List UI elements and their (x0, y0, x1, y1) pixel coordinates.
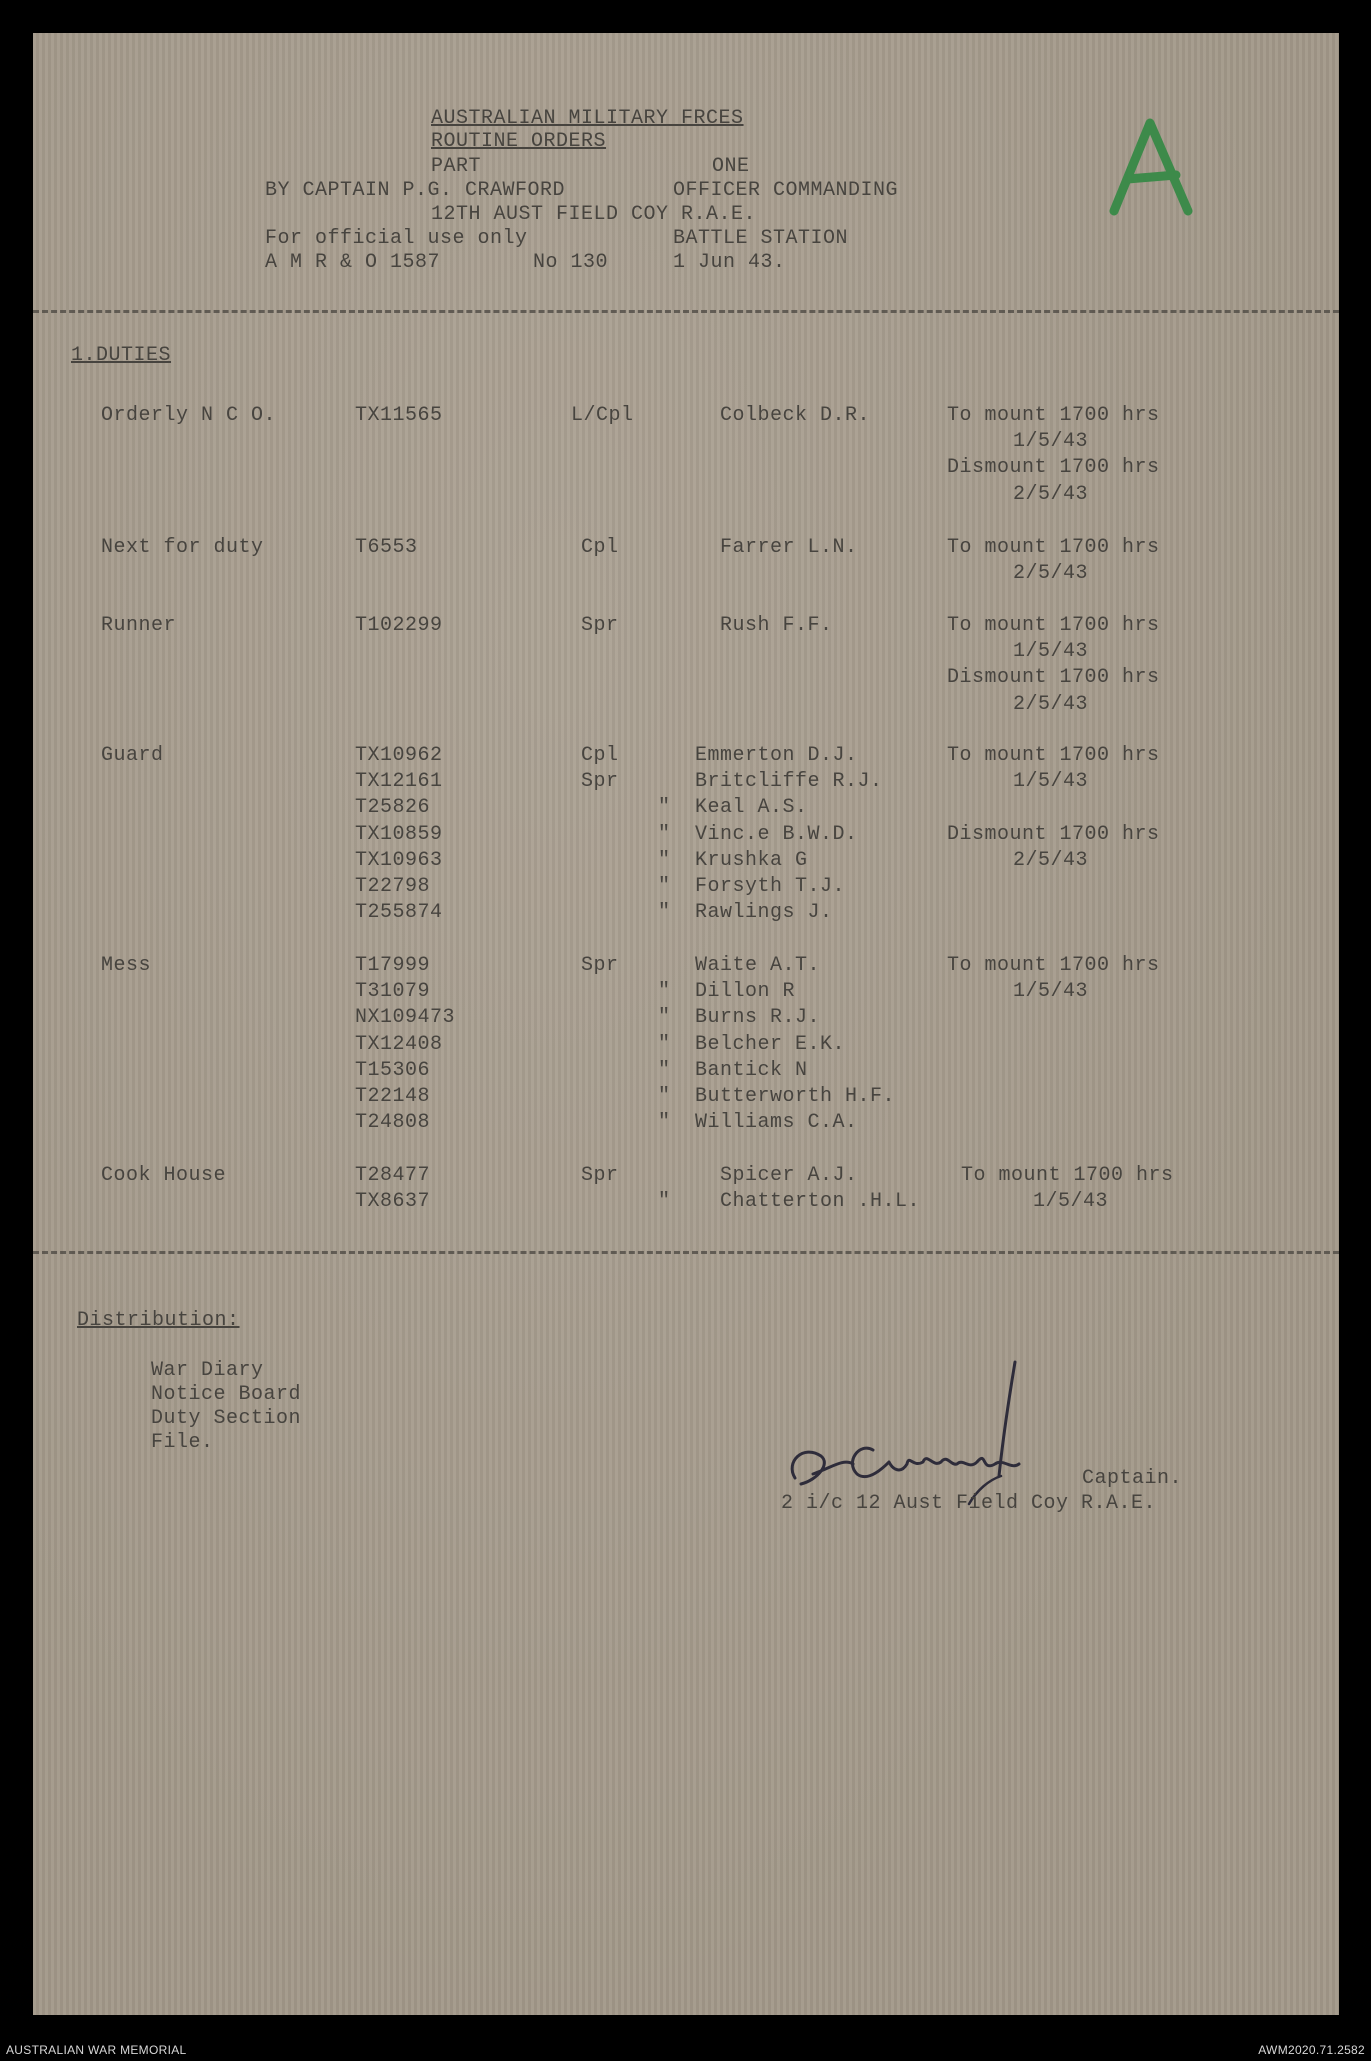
duty-name: Vinc.e B.W.D. (695, 823, 858, 846)
duty-timing: 2/5/43 (1013, 562, 1089, 585)
bottom-divider (33, 1251, 1339, 1254)
header-title: AUSTRALIAN MILITARY FRCES (431, 107, 744, 130)
top-divider (33, 310, 1339, 313)
duty-rank: " (658, 901, 671, 924)
duty-name: Waite A.T. (695, 954, 821, 977)
duty-rank: " (658, 1085, 671, 1108)
duty-rank: Spr (581, 614, 619, 637)
duty-name: Forsyth T.J. (695, 875, 846, 898)
duty-service-number: T102299 (355, 614, 443, 637)
duty-label: Guard (101, 744, 164, 767)
duty-rank: Spr (581, 954, 619, 977)
duty-name: Rush F.F. (720, 614, 833, 637)
duty-label: Runner (101, 614, 177, 637)
duty-timing: Dismount 1700 hrs (947, 666, 1160, 689)
duty-label: Mess (101, 954, 152, 977)
duty-label: Cook House (101, 1164, 227, 1187)
duty-rank: " (658, 1033, 671, 1056)
duty-service-number: T22798 (355, 875, 431, 898)
signature-rank: Captain. (1082, 1467, 1183, 1490)
duty-service-number: T6553 (355, 536, 418, 559)
distribution-item: War Diary (151, 1359, 264, 1382)
duty-name: Krushka G (695, 849, 808, 872)
corner-mark-a (1106, 111, 1196, 221)
header-unit: 12TH AUST FIELD COY R.A.E. (431, 203, 757, 226)
duty-service-number: TX10963 (355, 849, 443, 872)
document-page (33, 33, 1339, 2015)
duty-timing: 2/5/43 (1013, 693, 1089, 716)
duty-timing: To mount 1700 hrs (947, 404, 1160, 427)
distribution-item: Duty Section (151, 1407, 302, 1430)
duty-name: Belcher E.K. (695, 1033, 846, 1056)
duty-label: Next for duty (101, 536, 264, 559)
duty-rank: " (658, 823, 671, 846)
header-station: BATTLE STATION (673, 227, 849, 250)
duty-name: Butterworth H.F. (695, 1085, 896, 1108)
duty-rank: " (658, 1006, 671, 1029)
duty-service-number: T31079 (355, 980, 431, 1003)
section-title: 1.DUTIES (71, 344, 172, 367)
duty-rank: " (658, 980, 671, 1003)
duty-service-number: TX8637 (355, 1190, 431, 1213)
duty-rank: Spr (581, 770, 619, 793)
duty-service-number: NX109473 (355, 1006, 456, 1029)
duty-timing: 1/5/43 (1013, 430, 1089, 453)
distribution-item: File. (151, 1431, 214, 1454)
duty-service-number: TX12408 (355, 1033, 443, 1056)
archive-footer-left: AUSTRALIAN WAR MEMORIAL (6, 2043, 187, 2057)
duty-name: Rawlings J. (695, 901, 833, 924)
duty-rank: " (658, 796, 671, 819)
duty-name: Bantick N (695, 1059, 808, 1082)
duty-rank: Cpl (581, 744, 619, 767)
duty-service-number: TX12161 (355, 770, 443, 793)
duty-rank: Spr (581, 1164, 619, 1187)
duty-rank: L/Cpl (571, 404, 634, 427)
duty-timing: Dismount 1700 hrs (947, 456, 1160, 479)
duty-rank: " (658, 1190, 671, 1213)
header-part-label: PART (431, 155, 482, 178)
distribution-title: Distribution: (77, 1309, 240, 1332)
duty-name: Colbeck D.R. (720, 404, 871, 427)
duty-name: Williams C.A. (695, 1111, 858, 1134)
header-part-value: ONE (712, 155, 750, 178)
duty-service-number: T28477 (355, 1164, 431, 1187)
duty-service-number: T255874 (355, 901, 443, 924)
duty-timing: To mount 1700 hrs (961, 1164, 1174, 1187)
header-number: No 130 (533, 251, 609, 274)
duty-name: Emmerton D.J. (695, 744, 858, 767)
duty-rank: " (658, 849, 671, 872)
duty-name: Chatterton .H.L. (720, 1190, 921, 1213)
distribution-item: Notice Board (151, 1383, 302, 1406)
archive-footer-right: AWM2020.71.2582 (1258, 2043, 1365, 2057)
duty-label: Orderly N C O. (101, 404, 277, 427)
duty-timing: Dismount 1700 hrs (947, 823, 1160, 846)
duty-timing: 1/5/43 (1013, 980, 1089, 1003)
header-subtitle: ROUTINE ORDERS (431, 130, 607, 153)
header-reference: A M R & O 1587 (265, 251, 441, 274)
header-date: 1 Jun 43. (673, 251, 786, 274)
duty-name: Farrer L.N. (720, 536, 858, 559)
duty-service-number: TX11565 (355, 404, 443, 427)
signature-position: 2 i/c 12 Aust Field Coy R.A.E. (781, 1492, 1157, 1515)
header-official-use: For official use only (265, 227, 528, 250)
duty-timing: To mount 1700 hrs (947, 536, 1160, 559)
duty-timing: 2/5/43 (1013, 483, 1089, 506)
duty-service-number: TX10859 (355, 823, 443, 846)
duty-timing: To mount 1700 hrs (947, 954, 1160, 977)
duty-service-number: T25826 (355, 796, 431, 819)
duty-name: Keal A.S. (695, 796, 808, 819)
duty-name: Spicer A.J. (720, 1164, 858, 1187)
duty-service-number: T17999 (355, 954, 431, 977)
header-issued-by: BY CAPTAIN P.G. CRAWFORD (265, 179, 566, 202)
duty-name: Burns R.J. (695, 1006, 821, 1029)
duty-timing: 1/5/43 (1013, 640, 1089, 663)
duty-timing: 1/5/43 (1013, 770, 1089, 793)
duty-timing: 2/5/43 (1013, 849, 1089, 872)
duty-rank: " (658, 1059, 671, 1082)
duty-timing: To mount 1700 hrs (947, 614, 1160, 637)
duty-timing: 1/5/43 (1033, 1190, 1109, 1213)
duty-timing: To mount 1700 hrs (947, 744, 1160, 767)
duty-rank: " (658, 1111, 671, 1134)
duty-service-number: T15306 (355, 1059, 431, 1082)
duty-rank: " (658, 875, 671, 898)
duty-name: Britcliffe R.J. (695, 770, 883, 793)
duty-service-number: T22148 (355, 1085, 431, 1108)
duty-rank: Cpl (581, 536, 619, 559)
duty-service-number: TX10962 (355, 744, 443, 767)
duty-service-number: T24808 (355, 1111, 431, 1134)
duty-name: Dillon R (695, 980, 796, 1003)
header-commanding: OFFICER COMMANDING (673, 179, 899, 202)
